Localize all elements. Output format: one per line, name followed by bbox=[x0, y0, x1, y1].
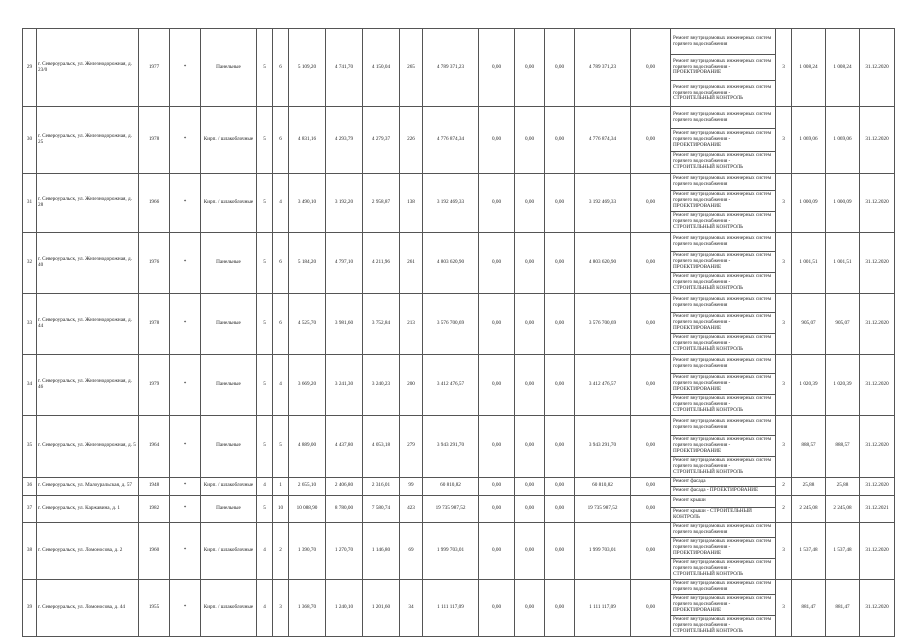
cell-cost-owner: 60 810,82 bbox=[575, 477, 631, 495]
cell-no: 30 bbox=[23, 107, 37, 174]
cell-work-item: Ремонт внутридомовых инженерных систем горячего водоснабжения - ПРОЕКТИРОВАНИЕ bbox=[671, 538, 776, 559]
cell-residents: 138 bbox=[400, 173, 423, 232]
cell-area-total: 5 109,20 bbox=[289, 29, 326, 107]
cell-z2: 0,00 bbox=[515, 579, 545, 636]
cell-no: 34 bbox=[23, 354, 37, 415]
cell-cost-owner: 1 111 117,09 bbox=[575, 579, 631, 636]
cell-area-a: 1 240,10 bbox=[326, 579, 363, 636]
cell-z2: 0,00 bbox=[515, 523, 545, 580]
cell-cost-total: 3 576 700,69 bbox=[423, 294, 479, 354]
cell-price-b: 1 537,48 bbox=[826, 523, 860, 580]
cell-wall: Панельные bbox=[201, 495, 257, 522]
cell-date: 31.12.2020 bbox=[860, 173, 895, 232]
cell-cost-total: 3 943 291,70 bbox=[423, 415, 479, 477]
cell-price-b: 2 245,08 bbox=[826, 495, 860, 522]
cell-wall: Кирп. / шлакоблочные bbox=[201, 107, 257, 174]
cell-residents: 279 bbox=[400, 415, 423, 477]
cell-unit: 3 bbox=[776, 415, 792, 477]
cell-work-item: Ремонт внутридомовых инженерных систем горячего водоснабжения bbox=[671, 579, 776, 595]
cell-price-a: 1 020,39 bbox=[792, 354, 826, 415]
cell-price-b: 905,07 bbox=[826, 294, 860, 354]
cell-area-b: 1 201,60 bbox=[363, 579, 400, 636]
table-row bbox=[23, 107, 895, 129]
cell-area-total: 1 390,70 bbox=[289, 523, 326, 580]
cell-residents: 423 bbox=[400, 495, 423, 522]
cell-z4: 0,00 bbox=[631, 354, 671, 415]
table-row bbox=[23, 579, 895, 595]
cell-area-b: 7 580,74 bbox=[363, 495, 400, 522]
cell-cost-total: 4 789 371,23 bbox=[423, 29, 479, 107]
cell-dash: * bbox=[170, 173, 201, 232]
document-page bbox=[22, 28, 889, 637]
cell-area-total: 3 490,10 bbox=[289, 173, 326, 232]
cell-entrances: 10 bbox=[273, 495, 289, 522]
cell-date: 31.12.2020 bbox=[860, 294, 895, 354]
cell-unit: 3 bbox=[776, 232, 792, 293]
cell-z4: 0,00 bbox=[631, 173, 671, 232]
cell-area-total: 5 184,20 bbox=[289, 232, 326, 293]
cell-residents: 99 bbox=[400, 477, 423, 495]
cell-area-a: 4 437,80 bbox=[326, 415, 363, 477]
cell-address: г. Североуральск, ул. Железнодорожная, д. 28 bbox=[37, 173, 139, 232]
cell-work-item: Ремонт внутридомовых инженерных систем горячего водоснабжения bbox=[671, 107, 776, 129]
cell-address: г. Североуральск, ул. Железнодорожная, д. 44 bbox=[37, 294, 139, 354]
cell-z4: 0,00 bbox=[631, 415, 671, 477]
cell-z4: 0,00 bbox=[631, 29, 671, 107]
cell-area-a: 4 797,10 bbox=[326, 232, 363, 293]
cell-work-item: Ремонт внутридомовых инженерных систем горячего водоснабжения - СТРОИТЕЛЬНЫЙ КОНТРОЛЬ bbox=[671, 456, 776, 477]
cell-z2: 0,00 bbox=[515, 354, 545, 415]
cell-z1: 0,00 bbox=[479, 523, 515, 580]
cell-unit: 3 bbox=[776, 294, 792, 354]
table-row bbox=[23, 523, 895, 538]
cell-cost-total: 4 803 620,90 bbox=[423, 232, 479, 293]
cell-area-b: 4 211,96 bbox=[363, 232, 400, 293]
cell-address: г. Североуральск, ул. Каржавина, д. 1 bbox=[37, 495, 139, 522]
cell-price-b: 1 069,06 bbox=[826, 107, 860, 174]
cell-no: 37 bbox=[23, 495, 37, 522]
cell-wall: Кирп. / шлакоблочные bbox=[201, 477, 257, 495]
cell-work-item: Ремонт внутридомовых инженерных систем горячего водоснабжения - СТРОИТЕЛЬНЫЙ КОНТРОЛЬ bbox=[671, 333, 776, 354]
cell-no: 31 bbox=[23, 173, 37, 232]
cell-cost-owner: 3 192 469,33 bbox=[575, 173, 631, 232]
cell-z3: 0,00 bbox=[545, 477, 575, 495]
cell-unit: 3 bbox=[776, 579, 792, 636]
cell-cost-owner: 3 943 291,70 bbox=[575, 415, 631, 477]
cell-z1: 0,00 bbox=[479, 477, 515, 495]
cell-year: 1964 bbox=[139, 415, 170, 477]
cell-cost-total: 60 810,82 bbox=[423, 477, 479, 495]
cell-cost-owner: 4 776 874,34 bbox=[575, 107, 631, 174]
cell-price-b: 1 000,09 bbox=[826, 173, 860, 232]
cell-area-b: 2 958,87 bbox=[363, 173, 400, 232]
cell-address: г. Североуральск, ул. Железнодорожная, д. 40 bbox=[37, 232, 139, 293]
cell-work-item: Ремонт внутридомовых инженерных систем горячего водоснабжения - ПРОЕКТИРОВАНИЕ bbox=[671, 595, 776, 616]
cell-work-item: Ремонт внутридомовых инженерных систем горячего водоснабжения bbox=[671, 232, 776, 252]
cell-no: 35 bbox=[23, 415, 37, 477]
cell-work-item: Ремонт внутридомовых инженерных систем горячего водоснабжения bbox=[671, 523, 776, 538]
cell-floors: 5 bbox=[257, 107, 273, 174]
cell-price-b: 1 001,51 bbox=[826, 232, 860, 293]
cell-no: 39 bbox=[23, 579, 37, 636]
table-row bbox=[23, 29, 895, 55]
cell-wall: Кирп. / шлакоблочные bbox=[201, 173, 257, 232]
cell-dash: * bbox=[170, 523, 201, 580]
cell-work-item: Ремонт внутридомовых инженерных систем горячего водоснабжения bbox=[671, 173, 776, 190]
cell-area-b: 4 150,04 bbox=[363, 29, 400, 107]
cell-work-item: Ремонт внутридомовых инженерных систем горячего водоснабжения - СТРОИТЕЛЬНЫЙ КОНТРОЛЬ bbox=[671, 151, 776, 173]
cell-z4: 0,00 bbox=[631, 107, 671, 174]
table-row bbox=[23, 354, 895, 373]
cell-date: 31.12.2020 bbox=[860, 415, 895, 477]
cell-year: 1979 bbox=[139, 354, 170, 415]
cell-wall: Кирп. / шлакоблочные bbox=[201, 579, 257, 636]
cell-z4: 0,00 bbox=[631, 294, 671, 354]
cell-floors: 4 bbox=[257, 579, 273, 636]
cell-floors: 5 bbox=[257, 294, 273, 354]
cell-date: 31.12.2020 bbox=[860, 354, 895, 415]
cell-price-b: 1 020,39 bbox=[826, 354, 860, 415]
cell-z4: 0,00 bbox=[631, 477, 671, 495]
cell-unit: 3 bbox=[776, 523, 792, 580]
cell-work-item: Ремонт крыши - СТРОИТЕЛЬНЫЙ КОНТРОЛЬ bbox=[671, 508, 776, 523]
cell-residents: 200 bbox=[400, 354, 423, 415]
cell-floors: 5 bbox=[257, 29, 273, 107]
cell-no: 29 bbox=[23, 29, 37, 107]
cell-area-b: 3 240,23 bbox=[363, 354, 400, 415]
cell-floors: 5 bbox=[257, 232, 273, 293]
cell-price-a: 1 000,09 bbox=[792, 173, 826, 232]
cell-dash: * bbox=[170, 294, 201, 354]
cell-year: 1982 bbox=[139, 495, 170, 522]
cell-price-b: 881,47 bbox=[826, 579, 860, 636]
cell-z1: 0,00 bbox=[479, 29, 515, 107]
cell-area-a: 3 241,30 bbox=[326, 354, 363, 415]
cell-residents: 226 bbox=[400, 107, 423, 174]
cell-z3: 0,00 bbox=[545, 579, 575, 636]
cell-price-a: 1 069,06 bbox=[792, 107, 826, 174]
cell-z3: 0,00 bbox=[545, 523, 575, 580]
table-row bbox=[23, 495, 895, 508]
cell-address: г. Североуральск, ул. Ломоносова, д. 2 bbox=[37, 523, 139, 580]
cell-z2: 0,00 bbox=[515, 477, 545, 495]
cell-z4: 0,00 bbox=[631, 523, 671, 580]
cell-wall: Кирп. / шлакоблочные bbox=[201, 523, 257, 580]
cell-no: 36 bbox=[23, 477, 37, 495]
cell-work-item: Ремонт внутридомовых инженерных систем горячего водоснабжения - ПРОЕКТИРОВАНИЕ bbox=[671, 373, 776, 394]
cell-work-item: Ремонт внутридомовых инженерных систем горячего водоснабжения bbox=[671, 29, 776, 55]
cell-price-a: 1 537,48 bbox=[792, 523, 826, 580]
cell-entrances: 3 bbox=[273, 579, 289, 636]
cell-work-item: Ремонт внутридомовых инженерных систем горячего водоснабжения - СТРОИТЕЛЬНЫЙ КОНТРОЛЬ bbox=[671, 273, 776, 294]
cell-dash: * bbox=[170, 29, 201, 107]
cell-entrances: 1 bbox=[273, 477, 289, 495]
cell-work-item: Ремонт внутридомовых инженерных систем горячего водоснабжения - ПРОЕКТИРОВАНИЕ bbox=[671, 129, 776, 151]
cell-area-a: 3 192,20 bbox=[326, 173, 363, 232]
cell-wall: Панельные bbox=[201, 415, 257, 477]
cell-area-a: 1 270,70 bbox=[326, 523, 363, 580]
cell-z2: 0,00 bbox=[515, 415, 545, 477]
cell-z1: 0,00 bbox=[479, 354, 515, 415]
cell-price-b: 888,57 bbox=[826, 415, 860, 477]
cell-work-item: Ремонт внутридомовых инженерных систем горячего водоснабжения bbox=[671, 294, 776, 313]
cell-price-a: 881,47 bbox=[792, 579, 826, 636]
cell-date: 31.12.2020 bbox=[860, 232, 895, 293]
cell-area-total: 1 368,70 bbox=[289, 579, 326, 636]
cell-area-total: 3 669,20 bbox=[289, 354, 326, 415]
cell-residents: 265 bbox=[400, 29, 423, 107]
cell-residents: 213 bbox=[400, 294, 423, 354]
cell-price-a: 2 245,08 bbox=[792, 495, 826, 522]
cell-z3: 0,00 bbox=[545, 354, 575, 415]
cell-entrances: 4 bbox=[273, 173, 289, 232]
repair-program-table bbox=[22, 28, 895, 637]
cell-cost-owner: 19 735 987,52 bbox=[575, 495, 631, 522]
cell-floors: 4 bbox=[257, 477, 273, 495]
cell-work-item: Ремонт внутридомовых инженерных систем горячего водоснабжения - СТРОИТЕЛЬНЫЙ КОНТРОЛЬ bbox=[671, 81, 776, 107]
cell-work-item: Ремонт внутридомовых инженерных систем горячего водоснабжения - СТРОИТЕЛЬНЫЙ КОНТРОЛЬ bbox=[671, 211, 776, 232]
cell-area-b: 1 146,80 bbox=[363, 523, 400, 580]
cell-area-total: 4 831,16 bbox=[289, 107, 326, 174]
cell-date: 31.12.2020 bbox=[860, 107, 895, 174]
cell-z2: 0,00 bbox=[515, 495, 545, 522]
cell-work-item: Ремонт внутридомовых инженерных систем горячего водоснабжения bbox=[671, 354, 776, 373]
cell-entrances: 2 bbox=[273, 523, 289, 580]
table-row bbox=[23, 294, 895, 313]
cell-date: 31.12.2020 bbox=[860, 477, 895, 495]
cell-entrances: 6 bbox=[273, 107, 289, 174]
cell-address: г. Североуральск, ул. Малоуральская, д. 57 bbox=[37, 477, 139, 495]
cell-unit: 3 bbox=[776, 29, 792, 107]
cell-work-item: Ремонт фасада bbox=[671, 477, 776, 486]
cell-year: 1976 bbox=[139, 232, 170, 293]
cell-price-a: 25,88 bbox=[792, 477, 826, 495]
cell-entrances: 5 bbox=[273, 415, 289, 477]
cell-residents: 34 bbox=[400, 579, 423, 636]
cell-area-b: 4 053,18 bbox=[363, 415, 400, 477]
cell-date: 31.12.2020 bbox=[860, 579, 895, 636]
cell-cost-owner: 3 576 700,69 bbox=[575, 294, 631, 354]
cell-z3: 0,00 bbox=[545, 232, 575, 293]
cell-z2: 0,00 bbox=[515, 29, 545, 107]
cell-dash: * bbox=[170, 495, 201, 522]
cell-z3: 0,00 bbox=[545, 415, 575, 477]
cell-date: 31.12.2020 bbox=[860, 29, 895, 107]
cell-unit: 2 bbox=[776, 477, 792, 495]
cell-area-b: 2 316,01 bbox=[363, 477, 400, 495]
cell-area-b: 3 752,84 bbox=[363, 294, 400, 354]
cell-year: 1978 bbox=[139, 294, 170, 354]
cell-z3: 0,00 bbox=[545, 107, 575, 174]
table-body bbox=[23, 29, 895, 637]
cell-no: 33 bbox=[23, 294, 37, 354]
cell-entrances: 6 bbox=[273, 294, 289, 354]
cell-wall: Панельные bbox=[201, 29, 257, 107]
cell-price-b: 25,88 bbox=[826, 477, 860, 495]
cell-year: 1948 bbox=[139, 477, 170, 495]
cell-z2: 0,00 bbox=[515, 294, 545, 354]
cell-z1: 0,00 bbox=[479, 232, 515, 293]
cell-z4: 0,00 bbox=[631, 232, 671, 293]
cell-z1: 0,00 bbox=[479, 107, 515, 174]
cell-work-item: Ремонт внутридомовых инженерных систем горячего водоснабжения - СТРОИТЕЛЬНЫЙ КОНТРОЛЬ bbox=[671, 558, 776, 579]
cell-area-a: 8 780,00 bbox=[326, 495, 363, 522]
cell-wall: Панельные bbox=[201, 294, 257, 354]
cell-area-total: 2 655,10 bbox=[289, 477, 326, 495]
cell-area-a: 4 741,70 bbox=[326, 29, 363, 107]
cell-z1: 0,00 bbox=[479, 173, 515, 232]
cell-price-a: 905,07 bbox=[792, 294, 826, 354]
cell-dash: * bbox=[170, 354, 201, 415]
cell-work-item: Ремонт внутридомовых инженерных систем горячего водоснабжения - ПРОЕКТИРОВАНИЕ bbox=[671, 435, 776, 456]
cell-area-total: 4 525,70 bbox=[289, 294, 326, 354]
cell-unit: 2 bbox=[776, 495, 792, 522]
cell-unit: 3 bbox=[776, 173, 792, 232]
cell-unit: 3 bbox=[776, 354, 792, 415]
cell-year: 1977 bbox=[139, 29, 170, 107]
cell-z1: 0,00 bbox=[479, 415, 515, 477]
cell-z1: 0,00 bbox=[479, 579, 515, 636]
cell-area-total: 10 088,90 bbox=[289, 495, 326, 522]
cell-year: 1960 bbox=[139, 523, 170, 580]
cell-z4: 0,00 bbox=[631, 495, 671, 522]
cell-residents: 69 bbox=[400, 523, 423, 580]
cell-price-a: 1 008,24 bbox=[792, 29, 826, 107]
cell-work-item: Ремонт внутридомовых инженерных систем горячего водоснабжения - СТРОИТЕЛЬНЫЙ КОНТРОЛЬ bbox=[671, 394, 776, 415]
cell-work-item: Ремонт фасада - ПРОЕКТИРОВАНИЕ bbox=[671, 486, 776, 495]
cell-cost-owner: 4 803 620,90 bbox=[575, 232, 631, 293]
cell-cost-owner: 3 412 476,57 bbox=[575, 354, 631, 415]
cell-z3: 0,00 bbox=[545, 495, 575, 522]
cell-cost-total: 19 735 987,52 bbox=[423, 495, 479, 522]
cell-no: 38 bbox=[23, 523, 37, 580]
table-row bbox=[23, 232, 895, 252]
cell-z3: 0,00 bbox=[545, 29, 575, 107]
table-row bbox=[23, 477, 895, 486]
cell-area-total: 4 889,00 bbox=[289, 415, 326, 477]
cell-residents: 261 bbox=[400, 232, 423, 293]
cell-floors: 5 bbox=[257, 173, 273, 232]
cell-floors: 5 bbox=[257, 495, 273, 522]
cell-floors: 5 bbox=[257, 354, 273, 415]
cell-dash: * bbox=[170, 232, 201, 293]
cell-dash: * bbox=[170, 107, 201, 174]
cell-floors: 4 bbox=[257, 523, 273, 580]
cell-address: г. Североуральск, ул. Железнодорожная, д. 5 bbox=[37, 415, 139, 477]
cell-floors: 5 bbox=[257, 415, 273, 477]
cell-work-item: Ремонт внутридомовых инженерных систем горячего водоснабжения - СТРОИТЕЛЬНЫЙ КОНТРОЛЬ bbox=[671, 616, 776, 637]
cell-wall: Панельные bbox=[201, 354, 257, 415]
cell-wall: Панельные bbox=[201, 232, 257, 293]
table-row bbox=[23, 173, 895, 190]
cell-work-item: Ремонт внутридомовых инженерных систем горячего водоснабжения bbox=[671, 415, 776, 435]
cell-address: г. Североуральск, ул. Железнодорожная, д. 25 bbox=[37, 107, 139, 174]
cell-cost-total: 1 111 117,09 bbox=[423, 579, 479, 636]
cell-z2: 0,00 bbox=[515, 107, 545, 174]
cell-year: 1966 bbox=[139, 173, 170, 232]
cell-entrances: 6 bbox=[273, 29, 289, 107]
cell-no: 32 bbox=[23, 232, 37, 293]
cell-z3: 0,00 bbox=[545, 173, 575, 232]
cell-area-a: 2 406,80 bbox=[326, 477, 363, 495]
cell-cost-total: 1 999 703,01 bbox=[423, 523, 479, 580]
cell-work-item: Ремонт внутридомовых инженерных систем горячего водоснабжения - ПРОЕКТИРОВАНИЕ bbox=[671, 252, 776, 273]
cell-entrances: 6 bbox=[273, 232, 289, 293]
cell-cost-total: 4 776 874,34 bbox=[423, 107, 479, 174]
cell-z1: 0,00 bbox=[479, 495, 515, 522]
cell-work-item: Ремонт крыши bbox=[671, 495, 776, 508]
cell-z1: 0,00 bbox=[479, 294, 515, 354]
cell-address: г. Североуральск, ул. Железнодорожная, д. 23/0 bbox=[37, 29, 139, 107]
cell-work-item: Ремонт внутридомовых инженерных систем горячего водоснабжения - ПРОЕКТИРОВАНИЕ bbox=[671, 190, 776, 211]
cell-work-item: Ремонт внутридомовых инженерных систем горячего водоснабжения - ПРОЕКТИРОВАНИЕ bbox=[671, 55, 776, 81]
cell-z2: 0,00 bbox=[515, 232, 545, 293]
cell-address: г. Североуральск, ул. Ломоносова, д. 44 bbox=[37, 579, 139, 636]
cell-address: г. Североуральск, ул. Железнодорожная, д. 46 bbox=[37, 354, 139, 415]
cell-entrances: 4 bbox=[273, 354, 289, 415]
cell-dash: * bbox=[170, 579, 201, 636]
cell-unit: 3 bbox=[776, 107, 792, 174]
cell-price-a: 1 001,51 bbox=[792, 232, 826, 293]
cell-year: 1955 bbox=[139, 579, 170, 636]
cell-area-a: 3 981,60 bbox=[326, 294, 363, 354]
table-row bbox=[23, 415, 895, 435]
cell-price-b: 1 008,24 bbox=[826, 29, 860, 107]
cell-dash: * bbox=[170, 415, 201, 477]
cell-year: 1978 bbox=[139, 107, 170, 174]
cell-date: 31.12.2021 bbox=[860, 495, 895, 522]
cell-area-a: 4 293,79 bbox=[326, 107, 363, 174]
cell-cost-total: 3 192 469,33 bbox=[423, 173, 479, 232]
cell-work-item: Ремонт внутридомовых инженерных систем горячего водоснабжения - ПРОЕКТИРОВАНИЕ bbox=[671, 312, 776, 333]
cell-price-a: 888,57 bbox=[792, 415, 826, 477]
cell-dash: * bbox=[170, 477, 201, 495]
cell-cost-owner: 1 999 703,01 bbox=[575, 523, 631, 580]
cell-cost-owner: 4 789 371,23 bbox=[575, 29, 631, 107]
cell-cost-total: 3 412 476,57 bbox=[423, 354, 479, 415]
cell-z3: 0,00 bbox=[545, 294, 575, 354]
cell-z4: 0,00 bbox=[631, 579, 671, 636]
cell-z2: 0,00 bbox=[515, 173, 545, 232]
cell-date: 31.12.2020 bbox=[860, 523, 895, 580]
cell-area-b: 4 279,37 bbox=[363, 107, 400, 174]
